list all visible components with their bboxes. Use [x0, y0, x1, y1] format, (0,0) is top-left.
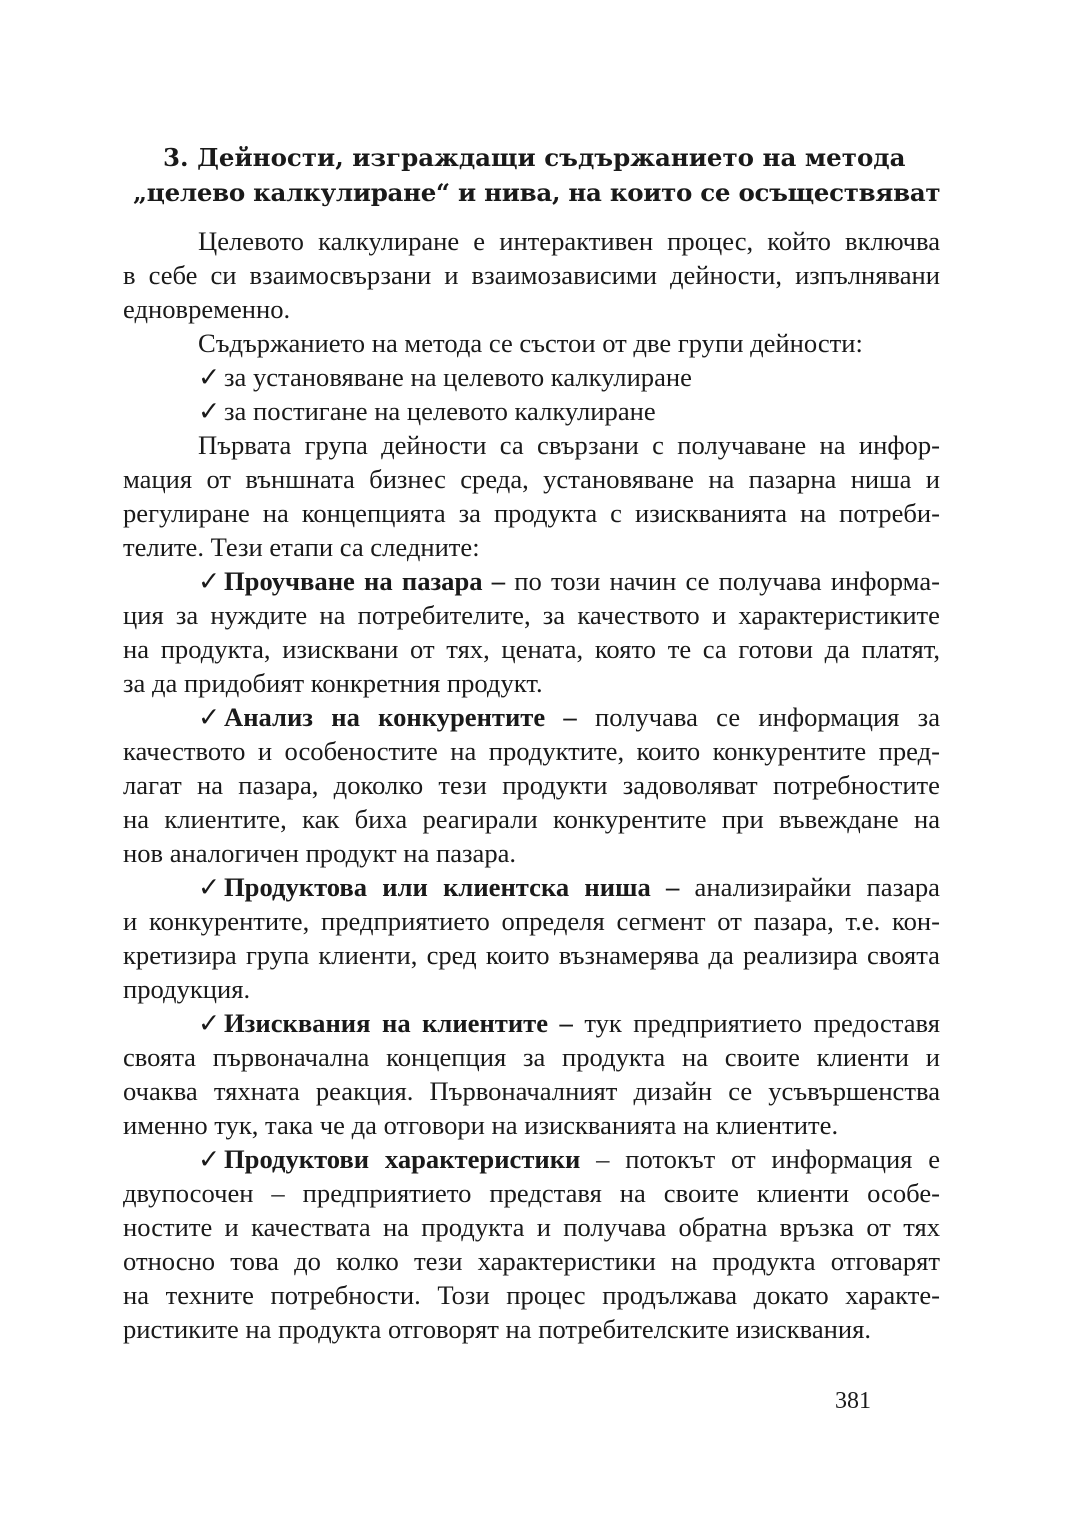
text-line: нов аналогичен продукт на пазара. [123, 838, 517, 868]
paragraph [123, 326, 940, 360]
text-line: и конкурентите, предприятието определя сегмент от пазара, т.е. кон- [123, 906, 940, 936]
bullet-paragraph [123, 870, 940, 1006]
text-line: своята първоначална концепция за продукта на своите клиенти и [123, 1042, 940, 1072]
text-line: – потокът от информация е [580, 1144, 940, 1174]
text-line: по този начин се получава информа- [505, 566, 940, 596]
text-line: ристиките на продукта отговорят на потребителските изисквания. [123, 1314, 871, 1344]
bullet-term: Анализ на конкурентите – [224, 702, 577, 732]
check-icon: ✓ [198, 1144, 221, 1174]
text-line: телите. Тези етапи са следните: [123, 532, 480, 562]
paragraph [123, 428, 940, 564]
text-line: на техните потребности. Този процес продължава докато характе- [123, 1280, 940, 1310]
text-line: продукция. [123, 974, 251, 1004]
text-line: регулиране на концепцията за продукта с изискванията на потреби- [123, 498, 940, 528]
list-item-text: за установяване на целевото калкулиране [224, 362, 692, 392]
text-line: анализирайки пазара [679, 872, 940, 902]
text-line: именно тук, така че да отговори на изискванията на клиентите. [123, 1110, 839, 1140]
text-line: тук предприятието предоставя [572, 1008, 940, 1038]
text-line: на продукта, изисквани от тях, цената, която те са готови да платят, [123, 634, 940, 664]
section-heading-line: „целево калкулиране“ и нива, на които се осъществяват [133, 178, 941, 207]
text-line: кретизира група клиенти, сред които възнамерява да реализира своята [123, 940, 940, 970]
text-line: за да придобият конкретния продукт. [123, 668, 543, 698]
page-content [123, 140, 940, 1346]
text-line: Съдържанието на метода се състои от две групи дейности: [198, 328, 863, 358]
list-item [123, 394, 940, 428]
section-heading [123, 140, 940, 210]
section-heading-line: 3. Дейности, изграждащи съдържанието на метода [163, 143, 906, 172]
text-line: лагат на пазара, доколко тези продукти задоволяват потребностите [123, 770, 940, 800]
bullet-paragraph [123, 1142, 940, 1346]
text-line: мация от външната бизнес среда, установяване на пазарна ниша и [123, 464, 940, 494]
list-item-text: за постигане на целевото калкулиране [224, 396, 656, 426]
bullet-paragraph [123, 564, 940, 700]
bullet-paragraph [123, 700, 940, 870]
text-line: ностите и качествата на продукта и получава обратна връзка от тях [123, 1212, 940, 1242]
list-item [123, 360, 940, 394]
text-line: ция за нуждите на потребителите, за качеството и характеристиките [123, 600, 940, 630]
bullet-paragraph [123, 1006, 940, 1142]
text-line: очаква тяхната реакция. Първоначалният дизайн се усъвършенства [123, 1076, 940, 1106]
text-line: относно това до колко тези характеристики на продукта отговарят [123, 1246, 940, 1276]
text-line: двупосочен – предприятието представя на своите клиенти особе- [123, 1178, 940, 1208]
check-icon: ✓ [198, 1008, 221, 1038]
bullet-term: Продуктова или клиентска ниша – [224, 872, 680, 902]
check-icon: ✓ [198, 566, 221, 596]
bullet-term: Продуктови характеристики [224, 1144, 581, 1174]
check-icon: ✓ [198, 872, 221, 902]
text-line: Целевото калкулиране е интерактивен процес, който включва [198, 226, 940, 256]
text-line: получава се информация за [576, 702, 940, 732]
text-line: в себе си взаимосвързани и взаимозависими дейности, изпълнявани [123, 260, 940, 290]
check-icon: ✓ [198, 362, 221, 392]
check-icon: ✓ [198, 702, 221, 732]
text-line: на клиентите, как биха реагирали конкурентите при въвеждане на [123, 804, 940, 834]
paragraph [123, 224, 940, 326]
bullet-term: Изисквания на клиентите – [224, 1008, 573, 1038]
text-line: едновременно. [123, 294, 291, 324]
bullet-term: Проучване на пазара – [224, 566, 506, 596]
body-text [123, 224, 940, 1346]
check-icon: ✓ [198, 396, 221, 426]
text-line: Първата група дейности са свързани с получаване на инфор- [198, 430, 940, 460]
text-line: качеството и особеностите на продуктите, които конкурентите пред- [123, 736, 940, 766]
page-number: 381 [835, 1388, 871, 1414]
